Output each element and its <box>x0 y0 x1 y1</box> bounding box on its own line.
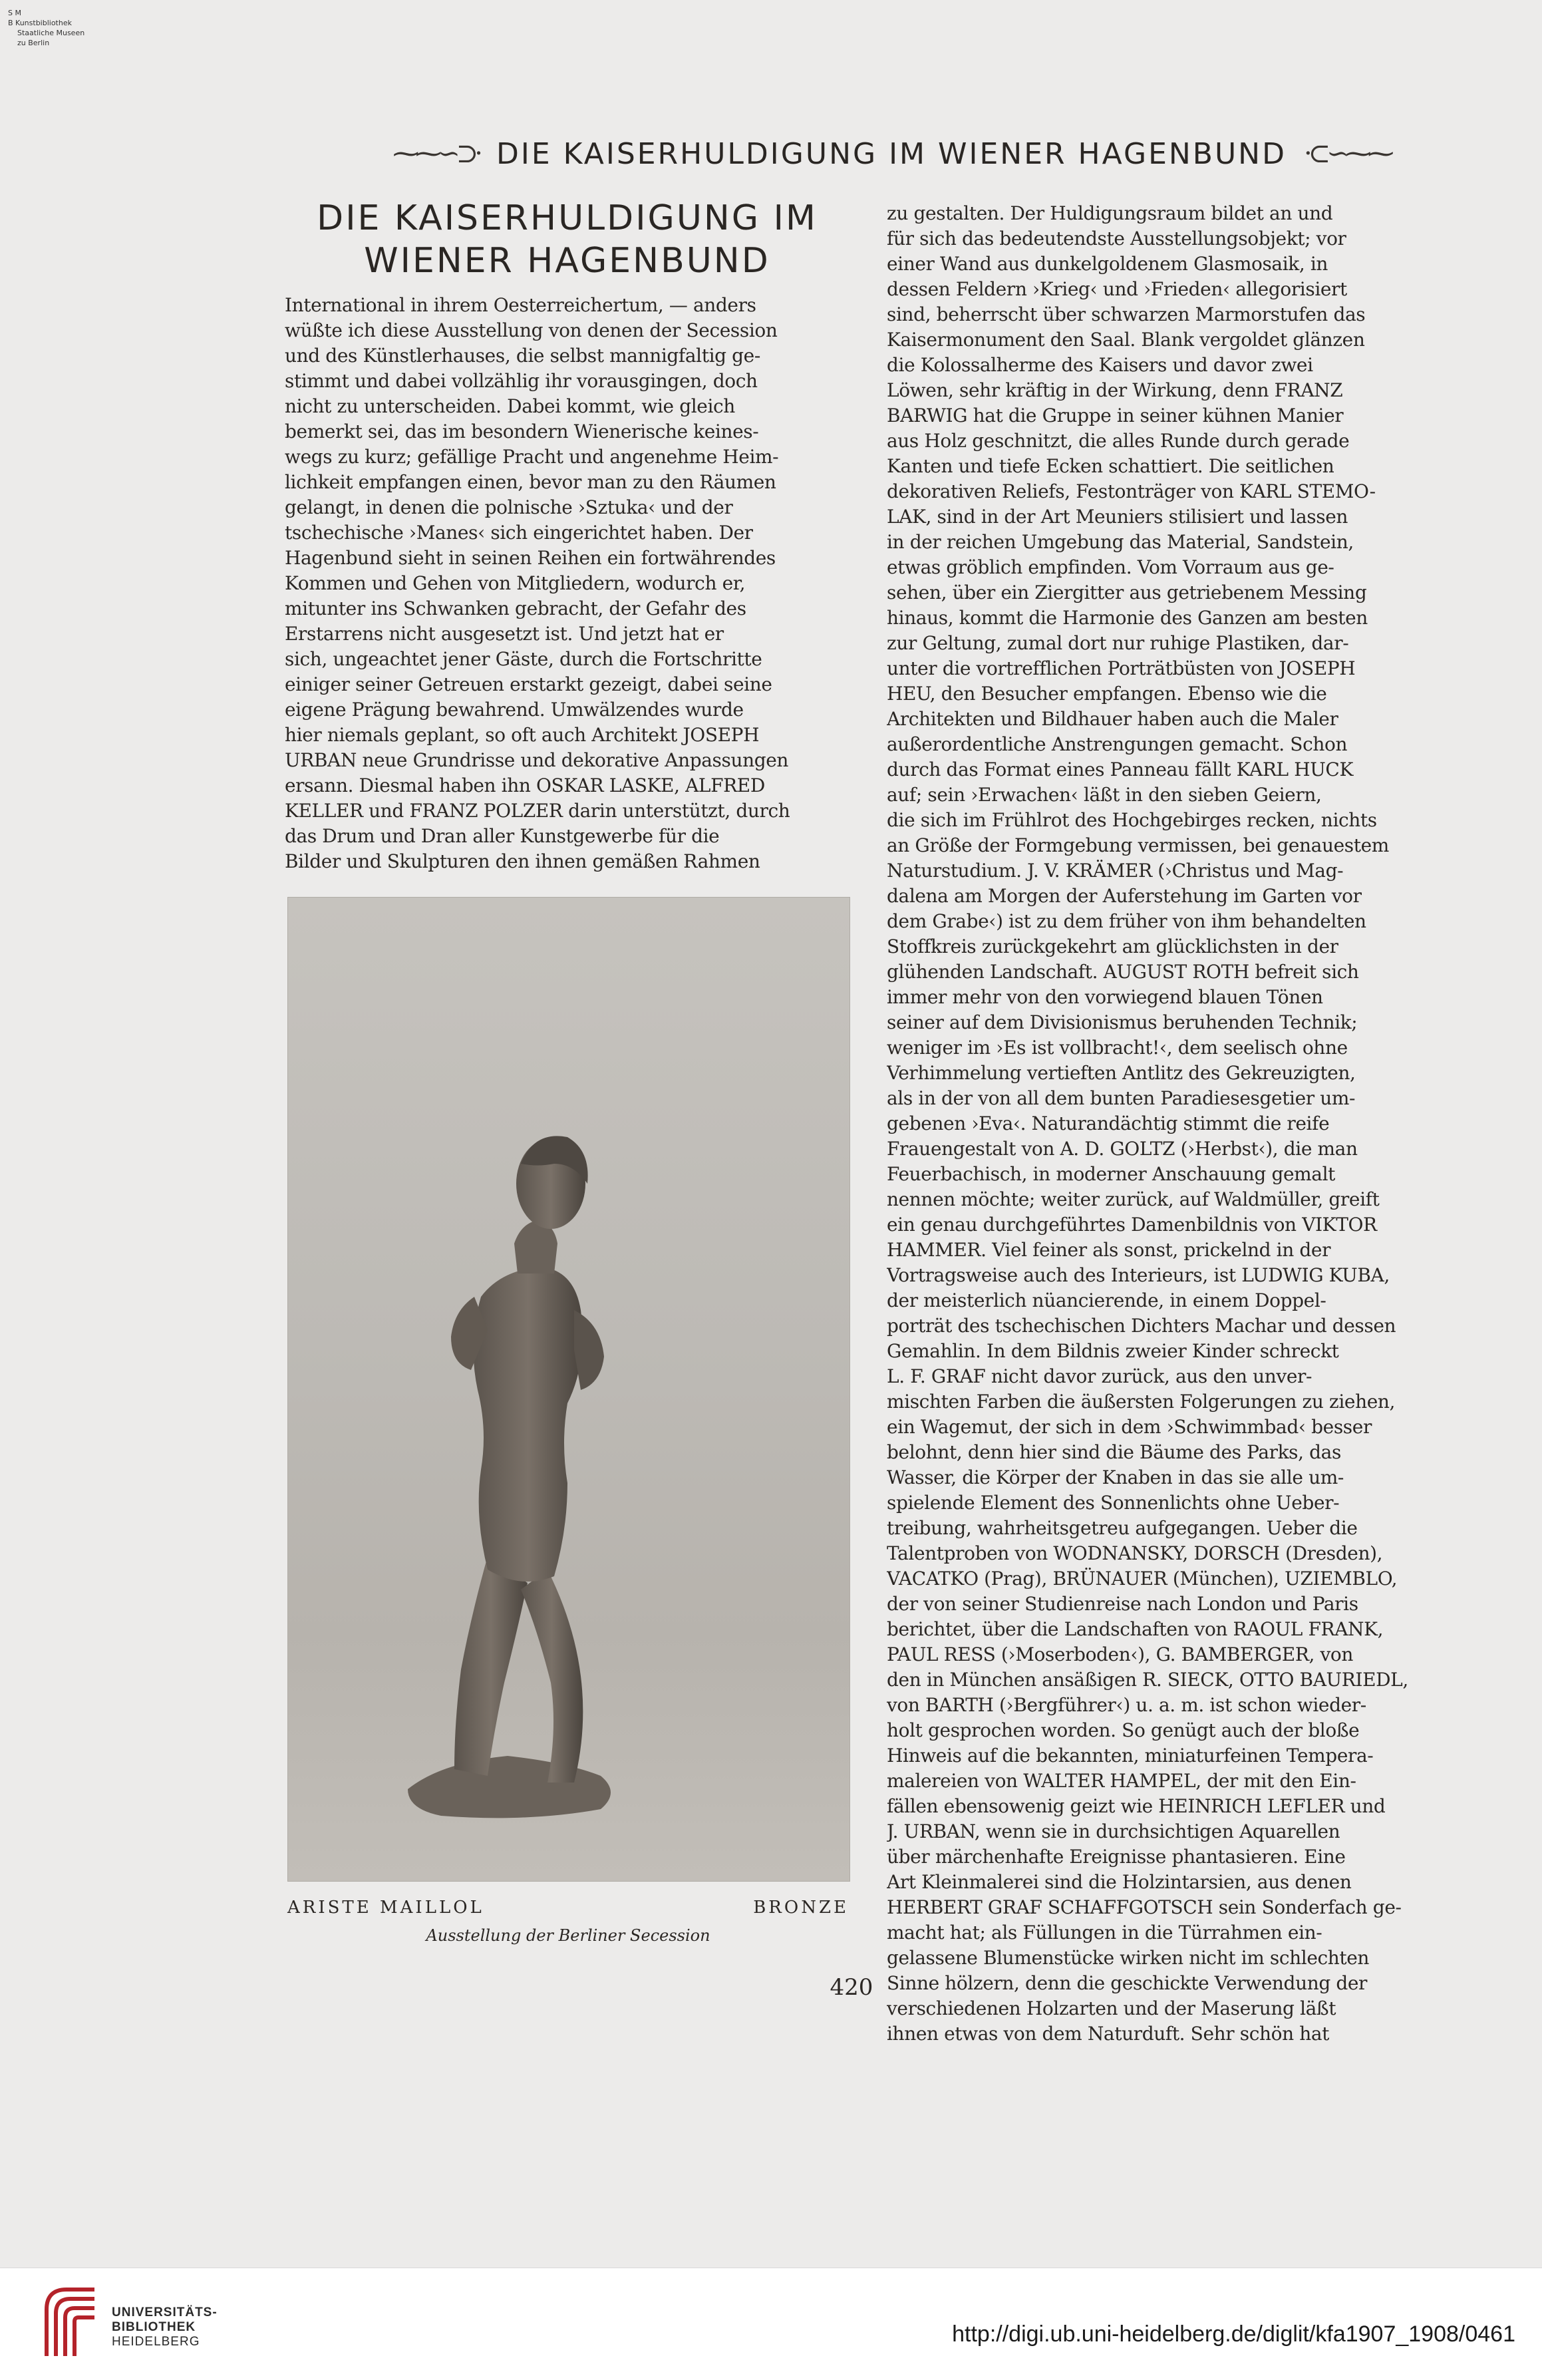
stamp-line: S M <box>8 9 21 17</box>
text-line: wüßte ich diese Ausstellung von denen der Secession <box>285 319 778 341</box>
text-line: Kommen und Gehen von Mitgliedern, wodurch er, <box>285 572 746 594</box>
text-line: die Kolossalherme des Kaisers und davor zwei <box>887 354 1313 376</box>
library-name-line: UNIVERSITÄTS- <box>112 2305 218 2319</box>
text-line: malereien von WALTER HAMPEL, der mit den Ein- <box>887 1770 1356 1792</box>
text-line: sehen, über ein Ziergitter aus getriebenem Messing <box>887 582 1367 603</box>
text-line: einiger seiner Getreuen erstarkt gezeigt, dabei seine <box>285 673 772 695</box>
library-name-line: HEIDELBERG <box>112 2335 200 2349</box>
text-line: ein Wagemut, der sich in dem ›Schwimmbad‹ besser <box>887 1416 1372 1438</box>
text-line: treibung, wahrheitsgetreu aufgegangen. Ueber die <box>887 1517 1358 1539</box>
text-line: sich, ungeachtet jener Gäste, durch die Fortschritte <box>285 648 762 670</box>
text-line: macht hat; als Füllungen in die Türrahmen ein- <box>887 1922 1322 1944</box>
text-line: HERBERT GRAF SCHAFFGOTSCH sein Sonderfach ge- <box>887 1896 1402 1918</box>
text-line: aus Holz geschnitzt, die alles Runde durch gerade <box>887 430 1350 452</box>
stamp-line: zu Berlin <box>17 39 50 47</box>
text-line: eigene Prägung bewahrend. Umwälzendes wurde <box>285 699 744 721</box>
text-line: an Größe der Formgebung vermissen, bei genauestem <box>887 834 1389 856</box>
text-line: über märchenhafte Ereignisse phantasieren. Eine <box>887 1846 1346 1868</box>
text-line: Wasser, die Körper der Knaben in das sie alle um- <box>887 1466 1344 1488</box>
text-line: lichkeit empfangen einen, bevor man zu den Räumen <box>285 471 776 493</box>
left-column-text <box>285 293 857 874</box>
text-line: ein genau durchgeführtes Damenbildnis von VIKTOR <box>887 1214 1377 1236</box>
library-name <box>112 2305 218 2349</box>
sculpture-photo <box>287 897 850 1882</box>
text-line: URBAN neue Grundrisse und dekorative Anpassungen <box>285 749 789 771</box>
text-line: mitunter ins Schwanken gebracht, der Gefahr des <box>285 597 746 619</box>
text-line: Naturstudium. J. V. KRÄMER (›Christus und Mag- <box>887 860 1344 882</box>
text-line: Ⅰnternational in ihrem Oesterreichertum, — anders <box>285 294 756 316</box>
text-line: den in München ansäßigen R. SIECK, OTTO BAURIEDL, <box>887 1669 1408 1691</box>
text-line: Verhimmelung vertieften Antlitz des Gekreuzigten, <box>887 1062 1356 1084</box>
text-line: weniger im ›Es ist vollbracht!‹, dem seelisch ohne <box>887 1037 1348 1059</box>
stamp-line: Staatliche Museen <box>17 29 85 37</box>
text-line: tschechische ›Manes‹ sich eingerichtet haben. Der <box>285 522 753 544</box>
text-line: mischten Farben die äußersten Folgerungen zu ziehen, <box>887 1391 1396 1413</box>
text-line: glühenden Landschaft. AUGUST ROTH befreit sich <box>887 961 1359 983</box>
university-library-logo-icon <box>40 2283 101 2363</box>
caption-exhibition: Ausstellung der Berliner Secession <box>426 1926 710 1945</box>
text-line: L. F. GRAF nicht davor zurück, aus den unver- <box>887 1365 1312 1387</box>
text-line: etwas gröblich empfinden. Vom Vorraum aus ge- <box>887 556 1334 578</box>
text-line: Kanten und tiefe Ecken schattiert. Die seitlichen <box>887 455 1334 477</box>
text-line: porträt des tschechischen Dichters Machar und dessen <box>887 1315 1396 1337</box>
text-line: fällen ebensowenig geizt wie HEINRICH LEFLER und <box>887 1795 1386 1817</box>
text-line: Erstarrens nicht ausgesetzt ist. Und jetzt hat er <box>285 623 724 645</box>
article-title <box>283 197 851 282</box>
text-line: verschiedenen Holzarten und der Maserung läßt <box>887 1997 1336 2019</box>
text-line: dekorativen Reliefs, Festonträger von KARL STEMO- <box>887 480 1376 502</box>
text-line: dessen Feldern ›Krieg‹ und ›Frieden‹ allegorisiert <box>887 278 1347 300</box>
text-line: gelangt, in denen die polnische ›Sztuka‹ und der <box>285 496 733 518</box>
text-line: Vortragsweise auch des Interieurs, ist LUDWIG KUBA, <box>887 1264 1390 1286</box>
running-header-title: DIE KAISERHULDIGUNG IM WIENER HAGENBUND <box>496 136 1287 171</box>
library-stamp <box>8 8 101 48</box>
text-line: einer Wand aus dunkelgoldenem Glasmosaik, in <box>887 253 1328 275</box>
source-url-link[interactable]: http://digi.ub.uni-heidelberg.de/diglit/kfa1907_1908/0461 <box>952 2321 1515 2347</box>
text-line: dem Grabe‹) ist zu dem früher von ihm behandelten <box>887 910 1366 932</box>
text-line: immer mehr von den vorwiegend blauen Tönen <box>887 986 1323 1008</box>
ornament-left-icon: ⁓⁓∽⊃· <box>392 138 480 169</box>
text-line: berichtet, über die Landschaften von RAOUL FRANK, <box>887 1618 1384 1640</box>
text-line: durch das Format eines Panneau fällt KARL HUCK <box>887 759 1353 780</box>
text-line: belohnt, denn hier sind die Bäume des Parks, das <box>887 1441 1341 1463</box>
text-line: dalena am Morgen der Auferstehung im Garten vor <box>887 885 1362 907</box>
text-line: von BARTH (›Bergführer‹) u. a. m. ist schon wieder- <box>887 1694 1366 1716</box>
text-line: LAK, sind in der Art Meuniers stilisiert und lassen <box>887 506 1348 528</box>
text-line: und des Künstlerhauses, die selbst mannigfaltig ge- <box>285 345 760 367</box>
text-line: als in der von all dem bunten Paradiesesgetier um- <box>887 1087 1356 1109</box>
text-line: Feuerbachisch, in moderner Anschauung gemalt <box>887 1163 1335 1185</box>
text-line: Architekten und Bildhauer haben auch die Maler <box>887 708 1338 730</box>
right-column-text <box>887 201 1464 2047</box>
text-line: spielende Element des Sonnenlichts ohne Ueber- <box>887 1492 1340 1514</box>
text-line: Talentproben von WODNANSKY, DORSCH (Dresden), <box>887 1542 1383 1564</box>
text-line: hinaus, kommt die Harmonie des Ganzen am besten <box>887 607 1368 629</box>
text-line: der von seiner Studienreise nach London und Paris <box>887 1593 1358 1615</box>
text-line: Gemahlin. In dem Bildnis zweier Kinder schreckt <box>887 1340 1339 1362</box>
text-line: Löwen, sehr kräftig in der Wirkung, denn FRANZ <box>887 379 1343 401</box>
text-line: Frauengestalt von A. D. GOLTZ (›Herbst‹), die man <box>887 1138 1358 1160</box>
text-line: Sinne hölzern, denn die geschickte Verwendung der <box>887 1972 1368 1994</box>
text-line: Bilder und Skulpturen den ihnen gemäßen Rahmen <box>285 850 760 872</box>
text-line: gebenen ›Eva‹. Naturandächtig stimmt die reife <box>887 1112 1330 1134</box>
text-line: für sich das bedeutendste Ausstellungsobjekt; vor <box>887 228 1346 250</box>
text-line: der meisterlich nüancierende, in einem Doppel- <box>887 1289 1326 1311</box>
ornament-right-icon: ·⊂∽⁓⁓ <box>1303 138 1390 169</box>
page-number: 420 <box>830 1974 873 2001</box>
text-line: seiner auf dem Divisionismus beruhenden Technik; <box>887 1011 1358 1033</box>
text-line: VACATKO (Prag), BRÜNAUER (München), UZIEMBLO, <box>887 1568 1398 1590</box>
text-line: auf; sein ›Erwachen‹ läßt in den sieben Geiern, <box>887 784 1322 806</box>
running-header <box>319 130 1464 177</box>
text-line: HAMMER. Viel feiner als sonst, prickelnd in der <box>887 1239 1331 1261</box>
text-line: außerordentliche Anstrengungen gemacht. Schon <box>887 733 1348 755</box>
text-line: stimmt und dabei vollzählig ihr vorausgingen, doch <box>285 370 758 392</box>
text-line: in der reichen Umgebung das Material, Sandstein, <box>887 531 1354 553</box>
text-line: bemerkt sei, das im besondern Wienerische keines- <box>285 421 759 442</box>
text-line: KELLER und FRANZ POLZER darin unterstützt, durch <box>285 800 790 822</box>
text-line: sind, beherrscht über schwarzen Marmorstufen das <box>887 303 1366 325</box>
caption-material: BRONZE <box>753 1898 849 1918</box>
text-line: die sich im Frühlrot des Hochgebirges recken, nichts <box>887 809 1377 831</box>
text-line: gelassene Blumenstücke wirken nicht im schlechten <box>887 1947 1370 1969</box>
stamp-line: B Kunstbibliothek <box>8 19 72 27</box>
text-line: zur Geltung, zumal dort nur ruhige Plastiken, dar- <box>887 632 1349 654</box>
article-title-line: WIENER HAGENBUND <box>364 241 770 281</box>
text-line: nennen möchte; weiter zurück, auf Waldmüller, greift <box>887 1188 1380 1210</box>
text-line: das Drum und Dran aller Kunstgewerbe für die <box>285 825 720 847</box>
bronze-figure-image <box>288 898 849 1881</box>
caption-artist: ARISTE MAILLOL <box>287 1898 484 1918</box>
footer-bar <box>0 2268 1542 2380</box>
text-line: Hagenbund sieht in seinen Reihen ein fortwährendes <box>285 547 776 569</box>
text-line: HEU, den Besucher empfangen. Ebenso wie die <box>887 683 1327 705</box>
library-name-line: BIBLIOTHEK <box>112 2320 196 2334</box>
text-line: Kaisermonument den Saal. Blank vergoldet glänzen <box>887 329 1365 351</box>
text-line: BARWIG hat die Gruppe in seiner kühnen Manier <box>887 405 1344 426</box>
text-line: ihnen etwas von dem Naturduft. Sehr schön hat <box>887 2023 1329 2045</box>
text-line: Hinweis auf die bekannten, miniaturfeinen Tempera- <box>887 1745 1374 1767</box>
text-line: J. URBAN, wenn sie in durchsichtigen Aquarellen <box>887 1820 1340 1842</box>
text-line: ersann. Diesmal haben ihn OSKAR LASKE, ALFRED <box>285 774 765 796</box>
text-line: Art Kleinmalerei sind die Holzintarsien, aus denen <box>887 1871 1352 1893</box>
text-line: nicht zu unterscheiden. Dabei kommt, wie gleich <box>285 395 735 417</box>
text-line: unter die vortrefflichen Porträtbüsten von JOSEPH <box>887 657 1356 679</box>
article-title-line: DIE KAISERHULDIGUNG IM <box>317 198 818 238</box>
text-line: PAUL RESS (›Moserboden‹), G. BAMBERGER, von <box>887 1643 1354 1665</box>
text-line: hier niemals geplant, so oft auch Architekt JOSEPH <box>285 724 760 746</box>
text-line: Stoffkreis zurückgekehrt am glücklichsten in der <box>887 935 1338 957</box>
text-line: holt gesprochen worden. So genügt auch der bloße <box>887 1719 1360 1741</box>
text-line: wegs zu kurz; gefällige Pracht und angenehme Heim- <box>285 446 779 468</box>
text-line: zu gestalten. Der Huldigungsraum bildet an und <box>887 202 1333 224</box>
